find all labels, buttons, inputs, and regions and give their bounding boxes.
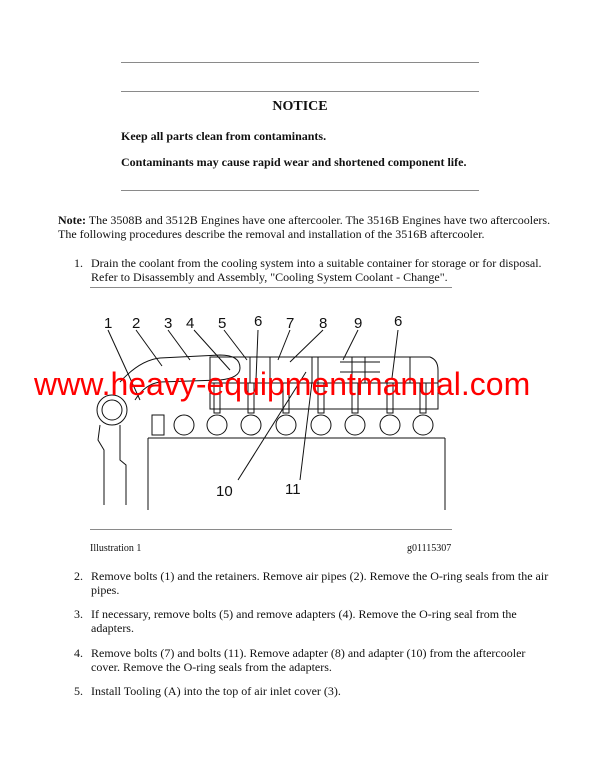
callout-11: 11 [285, 481, 301, 498]
step-number: 4. [74, 646, 83, 660]
step-4 [74, 646, 554, 674]
divider [90, 529, 452, 530]
engine-diagram [90, 300, 455, 510]
engine-illustration [90, 300, 455, 510]
step-number: 3. [74, 607, 83, 621]
note-paragraph [58, 213, 558, 241]
step-1 [74, 256, 554, 284]
notice-line-2: Contaminants may cause rapid wear and shortened component life. [121, 155, 467, 169]
step-text: Install Tooling (A) into the top of air inlet cover (3). [91, 684, 341, 698]
callout-2: 2 [132, 315, 141, 332]
divider [121, 190, 479, 191]
callout-1: 1 [104, 315, 113, 332]
notice-line-1: Keep all parts clean from contaminants. [121, 129, 327, 143]
divider [121, 62, 479, 63]
step-number: 2. [74, 569, 83, 583]
step-number: 1. [74, 256, 83, 270]
step-text: Drain the coolant from the cooling system into a suitable container for storage or for disposal. Refer to Disassembly and Assembly, "Cooling System Coolant - Change". [91, 256, 542, 284]
divider [121, 91, 479, 92]
step-2 [74, 569, 554, 597]
step-3 [74, 607, 554, 635]
callout-7: 7 [286, 315, 295, 332]
callout-10: 10 [216, 483, 233, 500]
figure-caption: Illustration 1 [90, 543, 142, 554]
notice-title: NOTICE [272, 99, 328, 114]
step-text: Remove bolts (1) and the retainers. Remove air pipes (2). Remove the O-ring seals from the air pipes. [91, 569, 549, 597]
step-5 [74, 684, 554, 698]
callout-6b: 6 [394, 313, 403, 330]
divider [90, 287, 452, 288]
note-label: Note: [58, 213, 86, 227]
callout-9: 9 [354, 315, 363, 332]
note-text: The 3508B and 3512B Engines have one aftercooler. The 3516B Engines have two aftercoolers. The following procedures describe the removal and installation of the 3516B aftercooler. [58, 213, 551, 241]
step-text: Remove bolts (7) and bolts (11). Remove adapter (8) and adapter (10) from the aftercooler cover. Remove the O-ring seals from the adapters. [91, 646, 526, 674]
callout-6: 6 [254, 313, 263, 330]
callout-5: 5 [218, 315, 227, 332]
callout-4: 4 [186, 315, 195, 332]
callout-3: 3 [164, 315, 173, 332]
step-number: 5. [74, 684, 83, 698]
figure-id: g01115307 [407, 543, 452, 554]
step-text: If necessary, remove bolts (5) and remove adapters (4). Remove the O-ring seal from the adapters. [91, 607, 517, 635]
watermark-link[interactable]: www.heavy-equipmentmanual.com [34, 366, 531, 402]
callout-8: 8 [319, 315, 328, 332]
